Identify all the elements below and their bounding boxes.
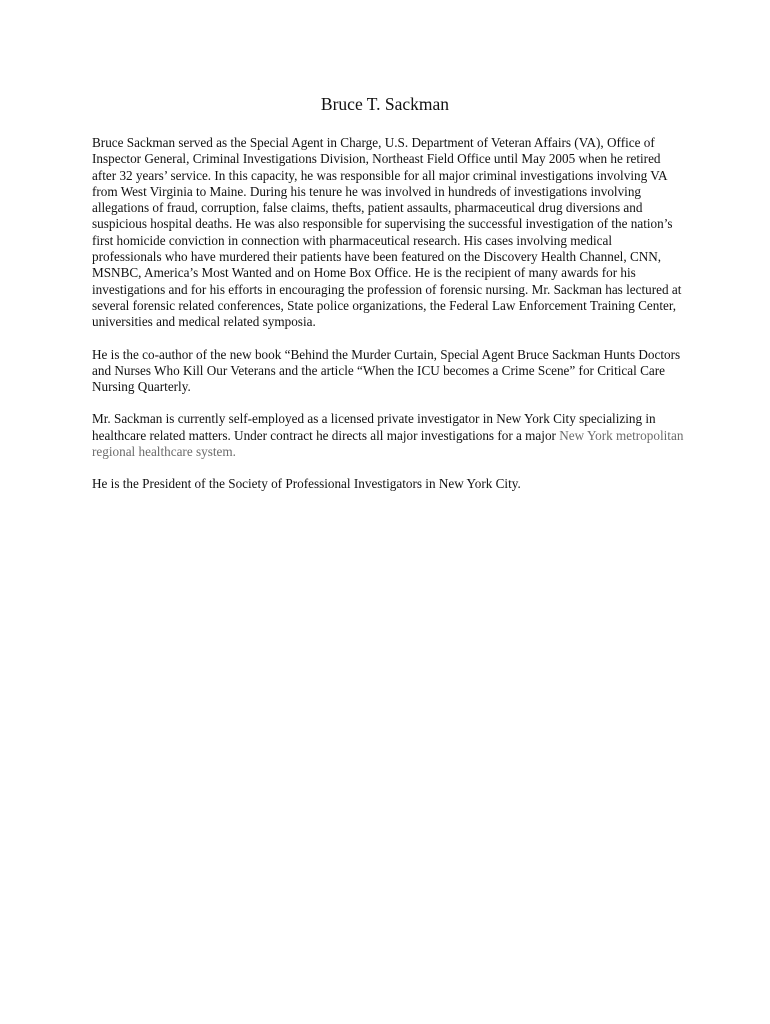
- bio-paragraph-career: Bruce Sackman served as the Special Agent in Charge, U.S. Department of Veteran Affairs (VA), Office of Inspector General, Criminal Investigations Division, Northeast Field Office until May 2005 when he retired after 32 years’ service. In this capacity, he was responsible for all major criminal investigations involving VA from West Virginia to Maine. During his tenure he was involved in hundreds of investigations involving allegations of fraud, corruption, false claims, thefts, patient assaults, pharmaceutical drug diversions and suspicious hospital deaths. He was also responsible for supervising the successful investigation of the nation’s first homicide conviction in connection with pharmaceutical research. His cases involving medical professionals who have murdered their patients have been featured on the Discovery Health Channel, CNN, MSNBC, America’s Most Wanted and on Home Box Office. He is the recipient of many awards for his investigations and for his efforts in encouraging the profession of forensic nursing. Mr. Sackman has lectured at several forensic related conferences, State police organizations, the Federal Law Enforcement Training Center, universities and medical related symposia.: [92, 135, 682, 330]
- current-role-text: Mr. Sackman is currently self-employed as a licensed private investigator in New York City specializing in healthcare related matters. Under contract he directs all major investigations for a major: [92, 411, 656, 443]
- document-body: [92, 135, 684, 509]
- bio-paragraph-society: He is the President of the Society of Professional Investigators in New York City.: [92, 476, 521, 492]
- healthcare-system-text: New York metropolitan regional healthcare system.: [92, 427, 684, 460]
- bio-paragraph-current-role: [92, 411, 684, 460]
- document-title: Bruce T. Sackman: [320, 94, 450, 114]
- bio-paragraph-book: He is the co-author of the new book “Behind the Murder Curtain, Special Agent Bruce Sackman Hunts Doctors and Nurses Who Kill Our Veterans and the article “When the ICU becomes a Crime Scene” for Critical Care Nursing Quarterly.: [92, 346, 681, 395]
